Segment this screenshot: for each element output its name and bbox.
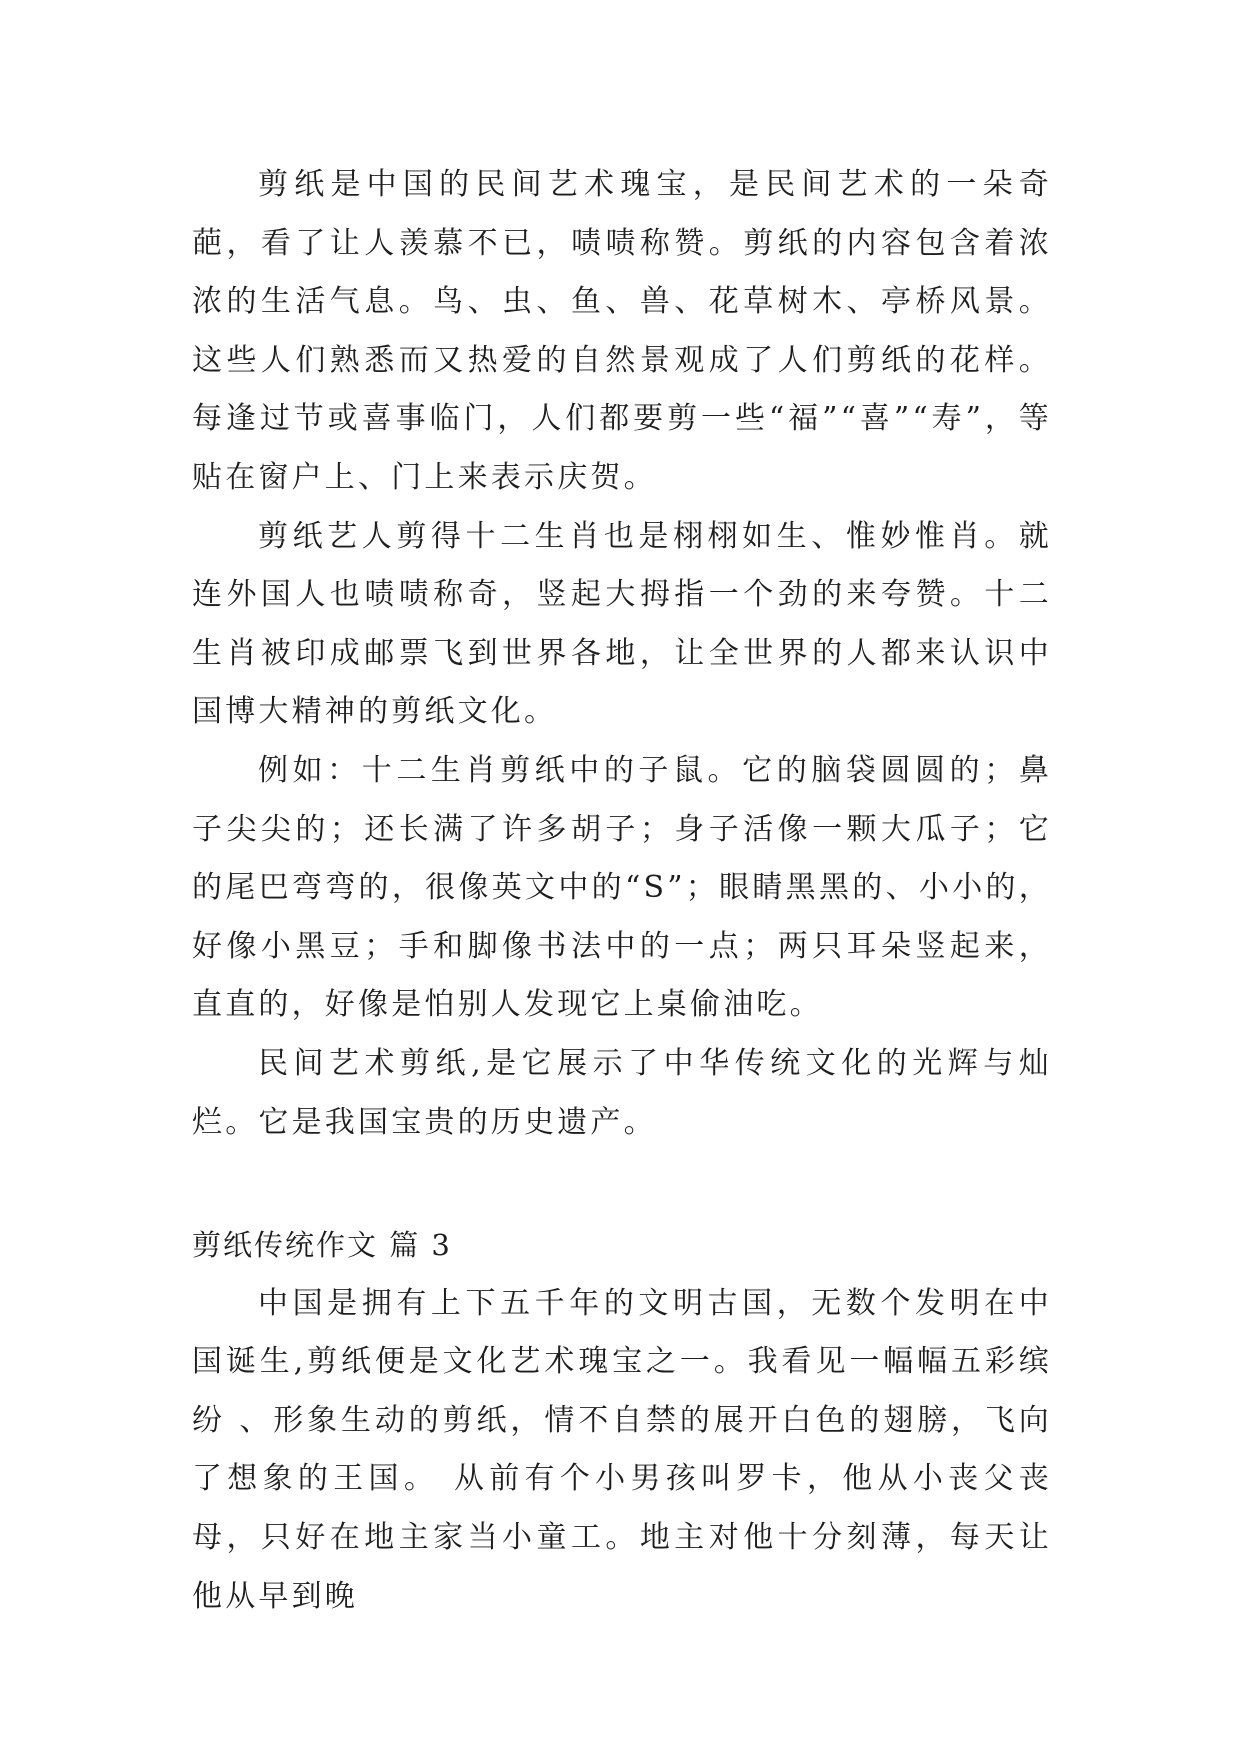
paragraph-ancient-country: 中国是拥有上下五千年的文明古国，无数个发明在中国诞生,剪纸便是文化艺术瑰宝之一。我看见一幅幅五彩缤纷 、形象生动的剪纸，情不自禁的展开白色的翅膀，飞向了想象的王国。 从前有个小男孩叫罗卡，他从小丧父丧母，只好在地主家当小童工。地主对他十分刻薄，每天让他从早到晚 (192, 1285, 1052, 1614)
paragraph-rat-example: 例如：十二生肖剪纸中的子鼠。它的脑袋圆圆的；鼻子尖尖的；还长满了许多胡子；身子活像一颗大瓜子；它的尾巴弯弯的，很像英文中的“S”；眼睛黑黑的、小小的，好像小黑豆；手和脚像书法中的一点；两只耳朵竖起来，直直的，好像是怕别人发现它上桌偷油吃。 (192, 752, 1052, 1023)
paragraph-heritage: 民间艺术剪纸,是它展示了中华传统文化的光辉与灿烂。它是我国宝贵的历史遗产。 (192, 1045, 1052, 1140)
paragraph-zodiac-artists: 剪纸艺人剪得十二生肖也是栩栩如生、惟妙惟肖。就连外国人也啧啧称奇，竖起大拇指一个劲的来夸赞。十二生肖被印成邮票飞到世界各地，让全世界的人都来认识中国博大精神的剪纸文化。 (192, 518, 1052, 730)
paragraph-papercut-treasure: 剪纸是中国的民间艺术瑰宝，是民间艺术的一朵奇葩，看了让人羡慕不已，啧啧称赞。剪纸的内容包含着浓浓的生活气息。鸟、虫、鱼、兽、花草树木、亭桥风景。这些人们熟悉而又热爱的自然景观成了人们剪纸的花样。每逢过节或喜事临门，人们都要剪一些“福”“喜”“寿”，等贴在窗户上、门上来表示庆贺。 (192, 167, 1052, 495)
section-title: 剪纸传统作文 篇 3 (192, 1228, 452, 1263)
document-body (192, 156, 1052, 1626)
